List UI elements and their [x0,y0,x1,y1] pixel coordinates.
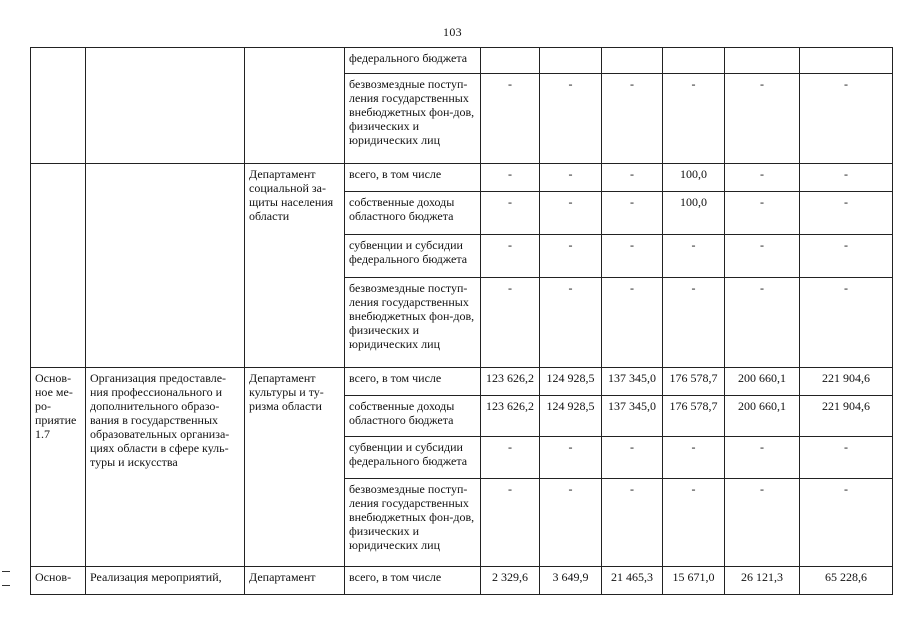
value-cell: - [800,437,893,479]
value-cell: 124 928,5 [540,368,602,396]
source-cell: безвозмездные поступ-ления государственных внебюджетных фон-дов, физических и юридических лиц [345,479,481,567]
value-cell [481,48,540,74]
value-cell: - [481,479,540,567]
executor-cell: Департамент культуры и ту-ризма области [245,368,345,567]
value-cell: - [602,479,663,567]
budget-table [30,47,893,595]
value-cell: - [540,192,602,235]
value-cell: - [540,164,602,192]
source-cell: всего, в том числе [345,164,481,192]
source-cell: федерального бюджета [345,48,481,74]
value-cell: 137 345,0 [602,396,663,437]
source-cell: всего, в том числе [345,567,481,595]
value-cell: - [540,278,602,368]
value-cell: - [725,235,800,278]
executor-cell [245,48,345,164]
status-cell: Основ-ное ме-ро-приятие 1.7 [31,368,86,567]
value-cell: - [800,278,893,368]
value-cell: 176 578,7 [663,368,725,396]
value-cell: - [602,235,663,278]
value-cell: - [663,278,725,368]
value-cell: - [481,74,540,164]
value-cell: 221 904,6 [800,368,893,396]
value-cell: - [800,164,893,192]
value-cell: - [540,235,602,278]
value-cell: - [481,192,540,235]
value-cell: 221 904,6 [800,396,893,437]
source-cell: безвозмездные поступ-ления государственных внебюджетных фон-дов, физических и юридических лиц [345,278,481,368]
value-cell: - [663,74,725,164]
source-cell: всего, в том числе [345,368,481,396]
name-cell [86,164,245,368]
value-cell: - [725,479,800,567]
executor-cell: Департамент социальной за-щиты населения области [245,164,345,368]
value-cell [663,48,725,74]
value-cell: - [800,192,893,235]
value-cell: - [540,74,602,164]
value-cell: 65 228,6 [800,567,893,595]
value-cell: - [800,74,893,164]
value-cell: - [663,479,725,567]
value-cell: - [481,437,540,479]
value-cell: 200 660,1 [725,368,800,396]
value-cell: - [481,235,540,278]
value-cell: - [725,278,800,368]
value-cell: 200 660,1 [725,396,800,437]
page-number: 103 [443,25,462,39]
value-cell: - [481,278,540,368]
value-cell: - [602,192,663,235]
table-row [31,164,893,192]
table-row [31,567,893,595]
value-cell: - [800,235,893,278]
status-cell [31,48,86,164]
value-cell: 2 329,6 [481,567,540,595]
value-cell [800,48,893,74]
value-cell: - [725,192,800,235]
value-cell [602,48,663,74]
value-cell: - [481,164,540,192]
name-cell: Реализация мероприятий, [86,567,245,595]
value-cell: 100,0 [663,192,725,235]
source-cell: безвозмездные поступ-ления государственных внебюджетных фон-дов, физических и юридических лиц [345,74,481,164]
value-cell: - [800,479,893,567]
source-cell: субвенции и субсидии федерального бюджета [345,437,481,479]
value-cell: 176 578,7 [663,396,725,437]
value-cell: 100,0 [663,164,725,192]
table-row [31,368,893,396]
value-cell: - [663,235,725,278]
value-cell: - [602,164,663,192]
value-cell: 124 928,5 [540,396,602,437]
name-cell [86,48,245,164]
value-cell: 137 345,0 [602,368,663,396]
value-cell: 123 626,2 [481,396,540,437]
value-cell: - [540,479,602,567]
value-cell: - [602,437,663,479]
value-cell [540,48,602,74]
value-cell: - [725,437,800,479]
value-cell: - [602,278,663,368]
margin-mark [2,571,10,572]
value-cell: 15 671,0 [663,567,725,595]
value-cell: - [725,74,800,164]
source-cell: собственные доходы областного бюджета [345,396,481,437]
value-cell: 26 121,3 [725,567,800,595]
executor-cell: Департамент [245,567,345,595]
status-cell [31,164,86,368]
source-cell: собственные доходы областного бюджета [345,192,481,235]
value-cell: - [725,164,800,192]
value-cell: - [602,74,663,164]
value-cell: - [663,437,725,479]
value-cell [725,48,800,74]
value-cell: 123 626,2 [481,368,540,396]
name-cell: Организация предоставле-ния профессионального и дополнительного образо-вания в государственных образовательных организа-циях области в сфере куль-туры и искусства [86,368,245,567]
value-cell: 3 649,9 [540,567,602,595]
value-cell: 21 465,3 [602,567,663,595]
margin-mark [2,585,10,586]
table-row [31,48,893,74]
status-cell: Основ- [31,567,86,595]
source-cell: субвенции и субсидии федерального бюджета [345,235,481,278]
value-cell: - [540,437,602,479]
